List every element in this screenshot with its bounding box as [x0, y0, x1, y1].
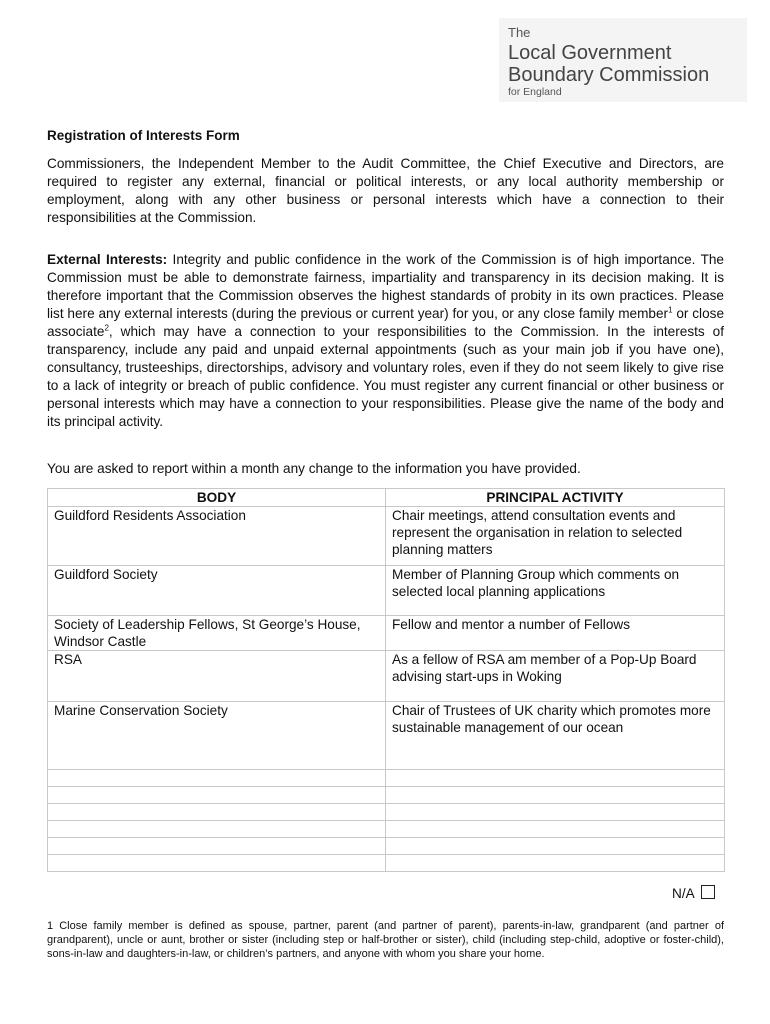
body-cell[interactable]: Society of Leadership Fellows, St George’s House, Windsor Castle — [48, 616, 386, 651]
footnote: 1 Close family member is defined as spouse, partner, parent (and partner of parent), parents-in-law, grandparent (and partner of grandparent), uncle or aunt, brother or sister (including step or half-brother or sister), child (including step-child, adoptive or foster-child), sons-in-law and daughters-in-law, or children’s partners, and anyone with whom you share your home. — [47, 920, 724, 960]
activity-cell[interactable]: Fellow and mentor a number of Fellows — [386, 616, 725, 651]
external-interests-label: External Interests: — [47, 252, 168, 267]
na-option — [672, 886, 715, 901]
activity-cell-empty[interactable] — [386, 804, 725, 821]
interests-table — [47, 488, 725, 872]
external-text-b: or close associate — [47, 306, 724, 339]
body-cell-empty[interactable] — [48, 821, 386, 838]
footnote-ref-2: 2 — [104, 323, 109, 333]
table-row-empty — [48, 855, 725, 872]
header-body: BODY — [48, 489, 386, 507]
table-row — [48, 616, 725, 651]
body-cell-empty[interactable] — [48, 787, 386, 804]
table-header-row — [48, 489, 725, 507]
body-cell-empty[interactable] — [48, 804, 386, 821]
header-principal-activity: PRINCIPAL ACTIVITY — [386, 489, 725, 507]
activity-cell[interactable]: Chair of Trustees of UK charity which promotes more sustainable management of our ocean — [386, 702, 725, 770]
logo-line-local-government: Local Government — [508, 42, 672, 64]
table-row-empty — [48, 787, 725, 804]
logo-line-boundary-commission: Boundary Commission — [508, 64, 710, 86]
body-cell[interactable]: Guildford Society — [48, 566, 386, 616]
intro-paragraph: Commissioners, the Independent Member to the Audit Committee, the Chief Executive and Directors, are required to register any external, financial or political interests, or any local authority membership or employment, along with any other business or personal interests which have a connection to their responsibilities at the Commission. — [47, 156, 724, 225]
logo-line-for-england: for England — [508, 86, 562, 98]
table-row-empty — [48, 838, 725, 855]
activity-cell[interactable]: Chair meetings, attend consultation events and represent the organisation in relation to selected planning matters — [386, 507, 725, 566]
na-label: N/A — [672, 886, 695, 901]
table-row — [48, 507, 725, 566]
table-row — [48, 651, 725, 702]
form-title: Registration of Interests Form — [47, 128, 240, 143]
activity-cell-empty[interactable] — [386, 787, 725, 804]
body-cell-empty[interactable] — [48, 838, 386, 855]
body-cell-empty[interactable] — [48, 770, 386, 787]
body-cell[interactable]: RSA — [48, 651, 386, 702]
activity-cell-empty[interactable] — [386, 855, 725, 872]
body-cell[interactable]: Marine Conservation Society — [48, 702, 386, 770]
external-text-a: Integrity and public confidence in the work of the Commission is of high importance. The Commission must be able to demonstrate fairness, impartiality and transparency in its decision making. It is therefore important that the Commission observes the highest standards of probity in its own practices. Please list here any external interests (during the previous or current year) for you, or any close family member — [47, 252, 724, 321]
external-interests-paragraph — [47, 251, 724, 431]
activity-cell[interactable]: Member of Planning Group which comments on selected local planning applications — [386, 566, 725, 616]
table-row — [48, 566, 725, 616]
activity-cell-empty[interactable] — [386, 821, 725, 838]
table-row-empty — [48, 804, 725, 821]
activity-cell[interactable]: As a fellow of RSA am member of a Pop-Up Board advising start-ups in Woking — [386, 651, 725, 702]
body-cell-empty[interactable] — [48, 855, 386, 872]
table-row-empty — [48, 821, 725, 838]
logo-line-the: The — [508, 25, 531, 40]
report-note: You are asked to report within a month any change to the information you have provided. — [47, 461, 581, 476]
na-checkbox[interactable] — [701, 885, 715, 899]
body-cell[interactable]: Guildford Residents Association — [48, 507, 386, 566]
activity-cell-empty[interactable] — [386, 770, 725, 787]
table-row — [48, 702, 725, 770]
footnote-ref-1: 1 — [668, 305, 673, 315]
external-text-c: , which may have a connection to your responsibilities to the Commission. In the interests of transparency, include any paid and unpaid external appointments (such as your main job if you have one), consultancy, trusteeships, directorships, advisory and voluntary roles, even if they do not seem likely to give rise to a lack of integrity or breach of public confidence. You must register any current financial or other business or personal interests which may have a connection to your responsibilities. Please give the name of the body and its principal activity. — [47, 324, 724, 429]
activity-cell-empty[interactable] — [386, 838, 725, 855]
commission-logo — [499, 18, 747, 102]
table-row-empty — [48, 770, 725, 787]
